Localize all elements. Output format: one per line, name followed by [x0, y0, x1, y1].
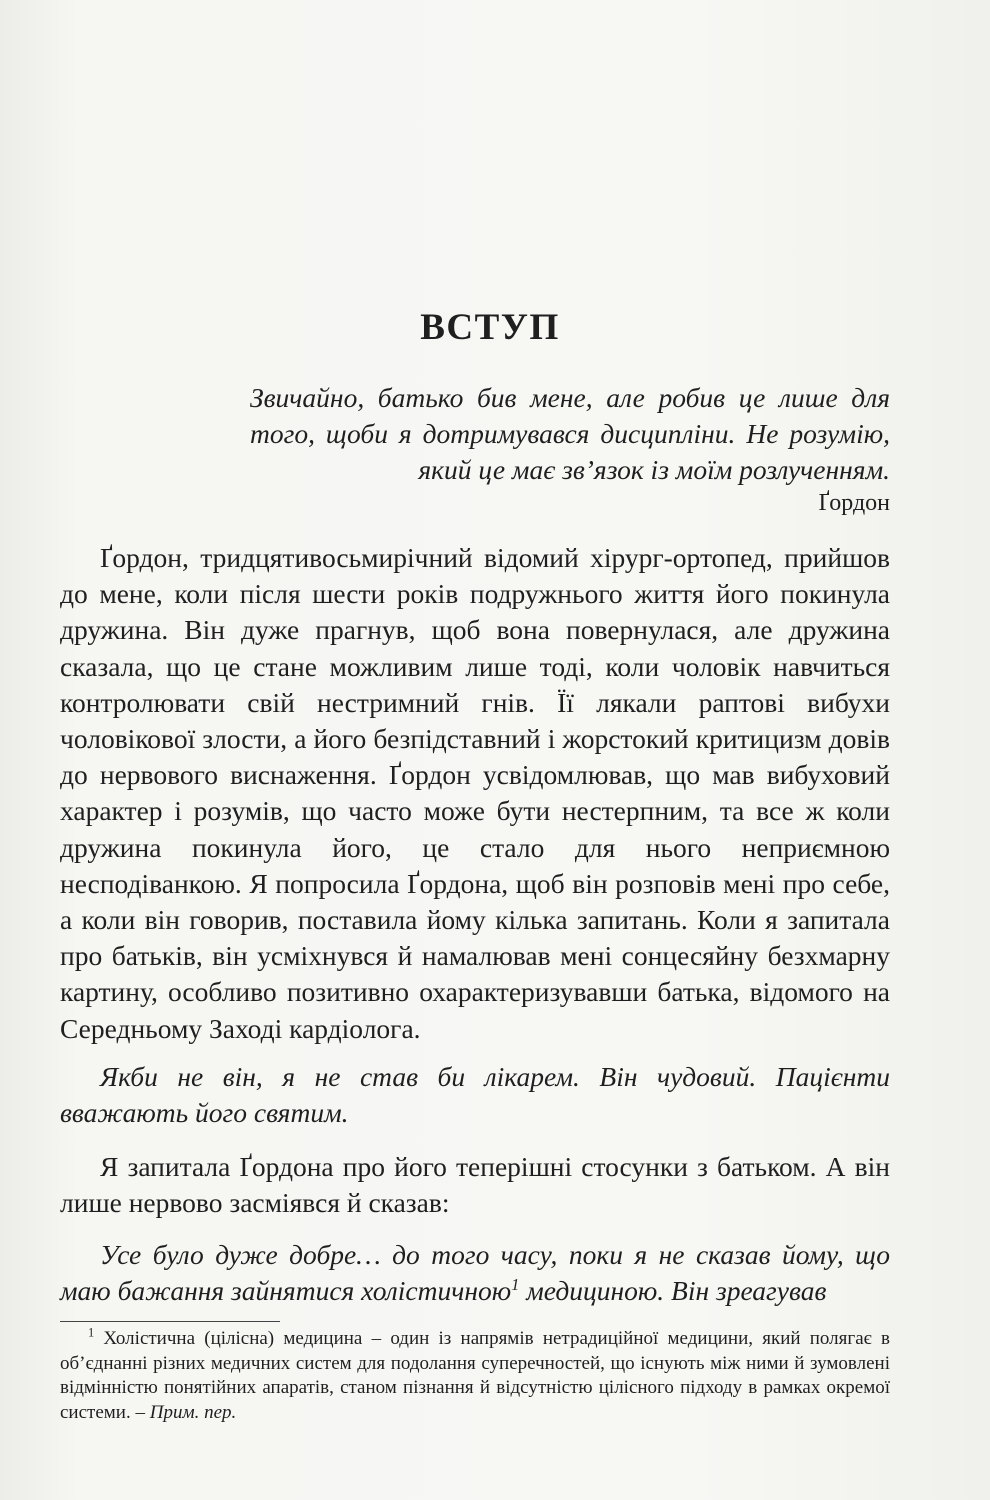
- paragraph-4: [60, 1237, 890, 1309]
- paragraph-1: Ґордон, тридцятивосьмирічний відомий хірург-ортопед, прийшов до мене, коли після шести років подружнього життя його покинула дружина. Він дуже прагнув, щоб вона повернулася, але дружина сказала, що це стане можливим лише тоді, коли чоловік навчиться контролювати свій нестримний гнів. Її лякали раптові вибухи чоловікової злости, а його безпідставний і жорстокий критицизм довів до нервового виснаження. Ґордон усвідомлював, що мав вибуховий характер і розумів, що часто може бути нестерпним, та все ж коли дружина покинула його, це стало для нього неприємною несподіванкою. Я попросила Ґордона, щоб він розповів мені про себе, а коли він говорив, поставила йому кілька запитань. Коли я запитала про батьків, він усміхнувся й намалював мені сонцесяйну безхмарну картину, особливо позитивно охарактеризувавши батька, відомого на Середньому Заході кардіолога.: [60, 542, 890, 1044]
- footnote-divider: [60, 1321, 280, 1322]
- book-page: [60, 0, 890, 1500]
- quote-block-2: [60, 1237, 890, 1309]
- footnote-reference: 1: [511, 1275, 520, 1295]
- epigraph-author: Ґордон: [818, 490, 890, 516]
- paragraph-block-3: [60, 1149, 890, 1221]
- epigraph-text: Звичайно, батько бив мене, але робив це лише для того, щоби я дотримувався дисципліни. Не розумію, який це має зв’язок із моїм розлученням.: [250, 382, 890, 485]
- footnote-tag: Прим. пер.: [149, 1401, 237, 1423]
- paragraph-4-before: Усе було дуже добре… до того часу, поки я не сказав йому, що маю бажання зайнятися холістичною: [60, 1239, 890, 1307]
- paragraph-2: Якби не він, я не став би лікарем. Він чудовий. Пацієнти вважають його святим.: [60, 1061, 890, 1129]
- footnote-text: Холістична (цілісна) медицина – один із напрямів нетрадиційної медицини, який полягає в об’єднанні різних медичних систем для подолання суперечностей, що існують між ними й зумовлені відмінністю понятійних апаратів, станом пізнання й відсутністю цілісного підходу в рамках окремої системи. –: [60, 1328, 890, 1423]
- chapter-title: ВСТУП: [420, 307, 560, 348]
- quote-block-1: [60, 1059, 890, 1131]
- footnote: [60, 1327, 890, 1425]
- main-text: [60, 540, 890, 1047]
- footnote-marker: 1: [88, 1325, 95, 1340]
- paragraph-4-after: медициною. Він зреагував: [519, 1275, 827, 1307]
- epigraph: [250, 380, 890, 517]
- paragraph-3: Я запитала Ґордона про його теперішні стосунки з батьком. А він лише нервово засміявся й сказав:: [60, 1151, 890, 1219]
